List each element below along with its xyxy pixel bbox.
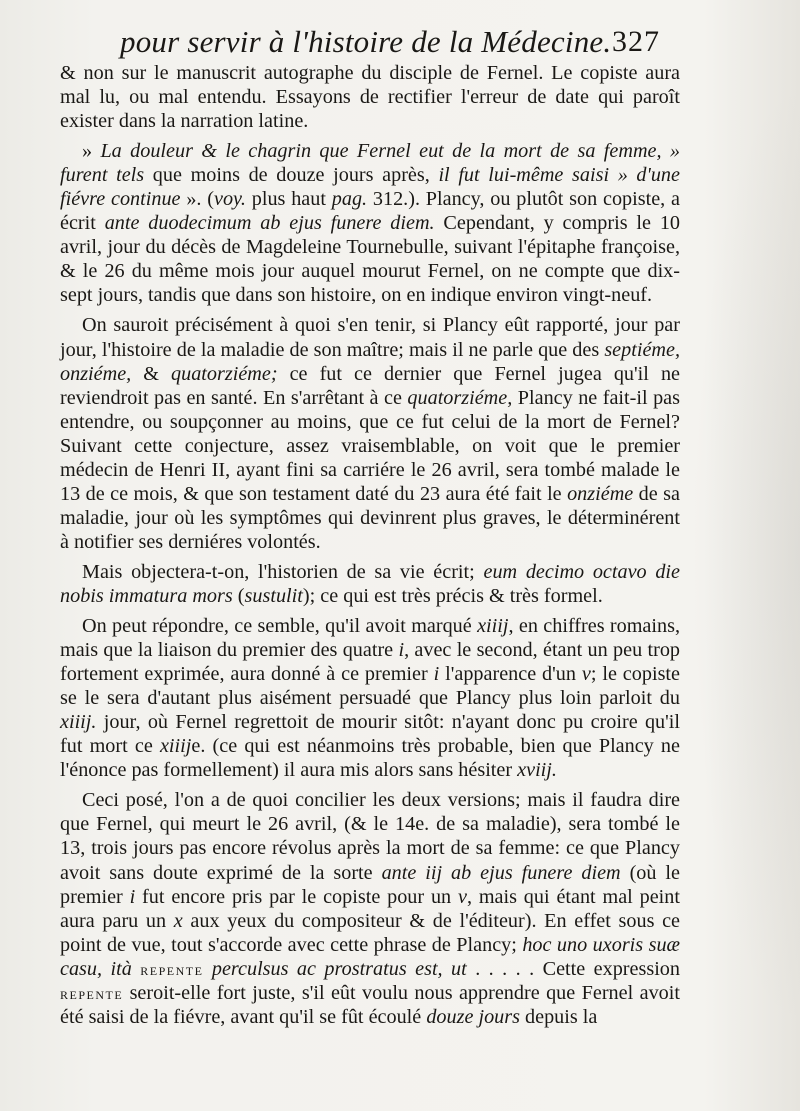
text-run: plus haut <box>245 188 332 211</box>
show-through-shadow <box>690 80 800 1030</box>
italic-text: septiéme, onziéme, <box>60 338 680 385</box>
text-run: 312.). Plancy, ou plutôt son copiste, a écrit <box>60 188 680 235</box>
text-run <box>132 958 140 980</box>
page-header <box>120 18 660 66</box>
text-run: ( <box>232 584 245 607</box>
italic-text: xviij. <box>517 759 557 782</box>
text-run: Mais objectera-t-on, l'historien de sa vie écrit; <box>82 560 484 583</box>
small-caps-text: repente <box>60 982 124 1003</box>
running-head: pour servir à l'histoire de la Médecine. <box>120 24 612 59</box>
text-run: ); ce qui est très précis & très formel. <box>302 584 603 607</box>
text-run: & <box>131 362 172 385</box>
paragraph <box>60 614 680 782</box>
paragraph <box>60 313 680 553</box>
italic-text: xiiij. <box>60 711 97 734</box>
italic-text: perculsus ac prostratus est, ut <box>211 957 467 980</box>
text-run: . . . . . Cette expression <box>466 957 680 980</box>
text-run: de sa maladie, jour où les symptômes qui devinrent plus graves, le déterminérent à notifier ses derniéres volontés. <box>60 482 680 553</box>
italic-text: eum decimo octavo die nobis immatura mors <box>60 560 681 607</box>
italic-text: xiiij <box>159 735 192 758</box>
italic-text: i <box>433 663 440 686</box>
italic-text: voy. <box>214 188 246 211</box>
paragraph <box>60 788 680 1028</box>
text-run: Plancy ne fait-il pas entendre, ou soupçonner au moins, que ce fut celui de la mort de Fernel? Suivant cette conjecture, assez vraisemblable, on voit que le premier médecin de Henri II, ayant fini sa carriére le 26 avril, sera tombé malade le 13 de ce mois, & que son testament daté du 23 aura été fait le <box>60 386 680 505</box>
italic-text: quatorziéme; <box>171 362 278 385</box>
text-run: » <box>82 140 101 163</box>
text-run: jour, où Fernel regrettoit de mourir sitôt: n'ayant donc pu croire qu'il fut mort ce <box>60 711 680 758</box>
text-run: que moins de douze jours après, <box>144 164 439 187</box>
text-run: l'apparence d'un <box>439 663 582 686</box>
text-run: ; le copiste se le sera d'autant plus aisément persuadé que Plancy plus loin parloit du <box>60 663 680 710</box>
italic-text: sustulit <box>244 584 303 607</box>
italic-text: v <box>457 885 467 908</box>
text-run: depuis la <box>519 1005 598 1028</box>
italic-text: onziéme <box>567 482 634 505</box>
text-run: fut encore pris par le copiste pour un <box>135 885 458 908</box>
small-caps-text: repente <box>140 958 204 979</box>
text-run: Cependant, y compris le 10 avril, jour du décès de Magdeleine Tournebulle, suivant l'épitaphe françoise, & le 26 du même mois jour auquel mourut Fernel, on ne compte que dix-sept jours, tandis que dans son histoire, on en indique environ vingt-neuf. <box>60 212 681 307</box>
text-run: On peut répondre, ce semble, qu'il avoit marqué <box>82 615 478 638</box>
italic-text: douze jours <box>426 1005 520 1028</box>
text-run: aux yeux du compositeur & de l'éditeur). En effet sous ce point de vue, tout s'accorde avec cette phrase de Plancy; <box>60 909 680 956</box>
text-run: Ceci posé, l'on a de quoi concilier les deux versions; mais il faudra dire que Fernel, qui meurt le 26 avril, (& le 14e. de sa maladie), sera tombé le 13, trois jours pas encore révolus après la mort de sa femme: ce que Plancy avoit sans doute exprimé de la sorte <box>60 789 680 884</box>
page-number: 327 <box>612 25 660 58</box>
italic-text: xiiij <box>477 615 509 638</box>
text-run: ». ( <box>180 188 214 211</box>
text-run: seroit-elle fort juste, s'il eût voulu nous apprendre que Fernel avoit été saisi de la fiévre, avant qu'il se fût écoulé <box>60 981 680 1028</box>
italic-text: La douleur & le chagrin que Fernel eut de la mort de sa femme, » furent tels <box>60 140 680 187</box>
italic-text: hoc uno uxoris suæ casu, ità <box>60 933 681 980</box>
italic-text: pag. <box>331 188 368 211</box>
text-run: ce fut ce dernier que Fernel jugea qu'il ne reviendroit pas en santé. En s'arrêtant à ce <box>60 362 680 409</box>
italic-text: i <box>129 885 136 908</box>
paragraph <box>60 61 680 133</box>
text-run: On sauroit précisément à quoi s'en tenir, si Plancy eût rapporté, jour par jour, l'histoire de la maladie de son maître; mais il ne parle que des <box>60 314 680 361</box>
text-run <box>203 958 211 980</box>
body-text <box>60 61 680 1029</box>
italic-text: ante iij ab ejus funere diem <box>381 861 621 884</box>
italic-text: i <box>398 639 405 662</box>
italic-text: il fut lui-même saisi » d'une fiévre continue <box>60 164 680 211</box>
italic-text: quatorziéme, <box>407 386 513 409</box>
italic-text: v <box>581 663 591 686</box>
text-run: (où le premier <box>60 861 680 908</box>
paragraph <box>60 560 680 608</box>
text-run: , en chiffres romains, mais que la liaison du premier des quatre <box>60 615 680 662</box>
text-run: & non sur le manuscrit autographe du disciple de Fernel. Le copiste aura mal lu, ou mal entendu. Essayons de rectifier l'erreur de date qui paroît exister dans la narration latine. <box>60 62 680 133</box>
paragraph <box>60 139 680 307</box>
italic-text: x <box>173 909 183 932</box>
text-run: , mais qui étant mal peint aura paru un <box>60 885 680 932</box>
text-run: e. (ce qui est néanmoins très probable, bien que Plancy ne l'énonce pas formellement) il aura mis alors sans hésiter <box>60 735 680 782</box>
italic-text: ante duodecimum ab ejus funere diem. <box>104 212 435 235</box>
text-run: , avec le second, étant un peu trop fortement exprimée, aura donné à ce premier <box>60 639 681 686</box>
